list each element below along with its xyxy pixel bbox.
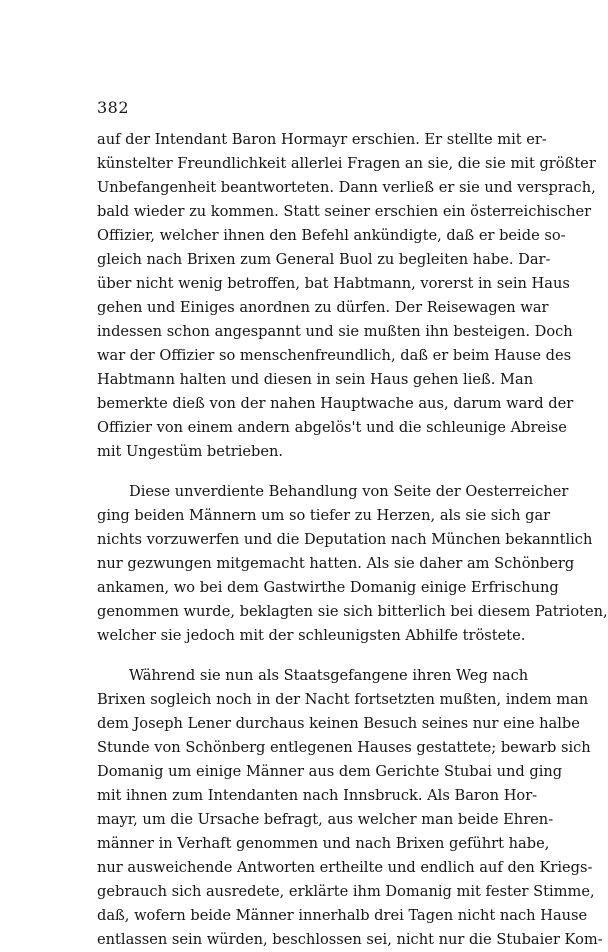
text-line: gebrauch sich ausredete, erklärte ihm Domanig mit fester Stimme, — [97, 883, 595, 900]
text-line: über nicht wenig betroffen, bat Habtmann, vorerst in sein Haus — [97, 275, 570, 292]
text-line: Brixen sogleich noch in der Nacht fortsetzten mußten, indem man — [97, 691, 589, 708]
text-line: Habtmann halten und diesen in sein Haus gehen ließ. Man — [97, 371, 534, 388]
text-line: männer in Verhaft genommen und nach Brixen geführt habe, — [97, 835, 550, 852]
text-line: ankamen, wo bei dem Gastwirthe Domanig einige Erfrischung — [97, 579, 559, 596]
text-line: mit Ungestüm betrieben. — [97, 443, 284, 460]
text-line: Offizier von einem andern abgelös't und die schleunige Abreise — [97, 419, 567, 436]
text-line: Unbefangenheit beantworteten. Dann verließ er sie und versprach, — [97, 179, 596, 196]
text-line: gehen und Einiges anordnen zu dürfen. Der Reisewagen war — [97, 299, 549, 316]
paragraph-3 — [97, 664, 603, 952]
text-line: nur gezwungen mitgemacht hatten. Als sie daher am Schönberg — [97, 555, 575, 572]
text-line: entlassen sein würden, beschlossen sei, nicht nur die Stubaier Kom- — [97, 931, 603, 948]
text-line: künstelter Freundlichkeit allerlei Fragen an sie, die sie mit größter — [97, 155, 596, 172]
text-line: dem Joseph Lener durchaus keinen Besuch seines nur eine halbe — [97, 715, 580, 732]
text-line: Stunde von Schönberg entlegenen Hauses gestattete; bewarb sich — [97, 739, 591, 756]
text-line: Diese unverdiente Behandlung von Seite der Oesterreicher — [129, 483, 569, 500]
body-text — [97, 128, 608, 952]
text-line: genommen wurde, beklagten sie sich bitterlich bei diesem Patrioten, — [97, 603, 608, 620]
text-line: Während sie nun als Staatsgefangene ihren Weg nach — [129, 667, 529, 684]
text-line: bemerkte dieß von der nahen Hauptwache aus, darum ward der — [97, 395, 574, 412]
text-line: nichts vorzuwerfen und die Deputation nach München bekanntlich — [97, 531, 593, 548]
text-line: mit ihnen zum Intendanten nach Innsbruck. Als Baron Hor- — [97, 787, 538, 804]
text-line: Offizier, welcher ihnen den Befehl ankündigte, daß er beide so- — [97, 227, 566, 244]
text-line: ging beiden Männern um so tiefer zu Herzen, als sie sich gar — [97, 507, 551, 524]
paragraph-1 — [97, 128, 596, 464]
text-line: mayr, um die Ursache befragt, aus welcher man beide Ehren- — [97, 811, 554, 828]
text-line: war der Offizier so menschenfreundlich, daß er beim Hause des — [97, 347, 572, 364]
text-line: welcher sie jedoch mit der schleunigsten Abhilfe tröstete. — [97, 627, 526, 644]
text-line: daß, wofern beide Männer innerhalb drei Tagen nicht nach Hause — [97, 907, 588, 924]
text-line: auf der Intendant Baron Hormayr erschien. Er stellte mit er- — [97, 131, 547, 148]
text-line: gleich nach Brixen zum General Buol zu begleiten habe. Dar- — [97, 251, 551, 268]
paragraph-2 — [97, 480, 608, 648]
text-line: indessen schon angespannt und sie mußten ihn besteigen. Doch — [97, 323, 573, 340]
text-line: nur ausweichende Antworten ertheilte und endlich auf den Kriegs- — [97, 859, 593, 876]
page-number: 382 — [97, 98, 130, 117]
text-line: bald wieder zu kommen. Statt seiner erschien ein österreichischer — [97, 203, 592, 220]
text-line: Domanig um einige Männer aus dem Gerichte Stubai und ging — [97, 763, 563, 780]
